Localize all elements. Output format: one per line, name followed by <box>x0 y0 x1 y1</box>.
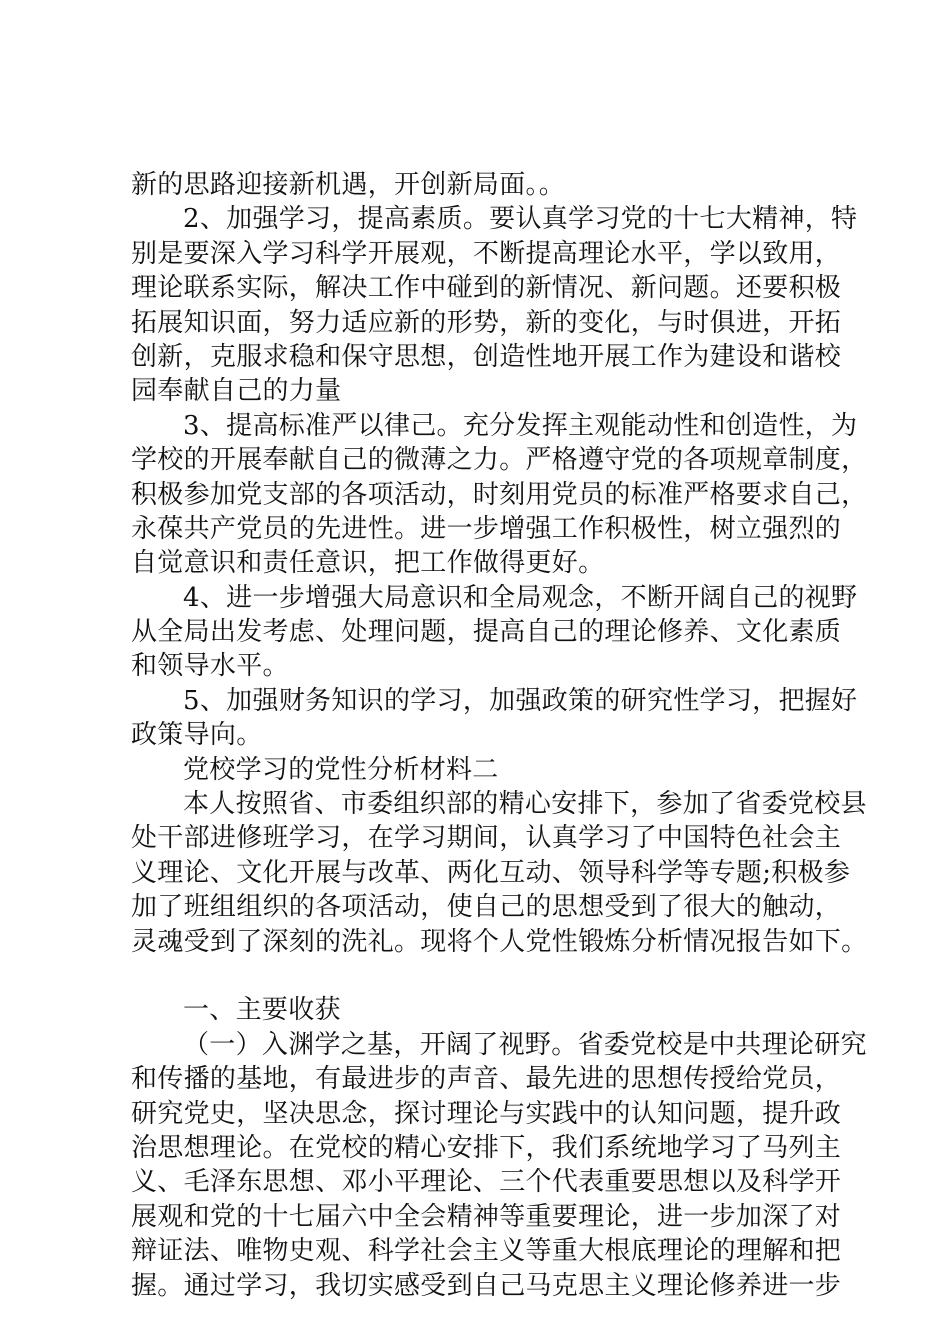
text-line: 拓展知识面，努力适应新的形势，新的变化，与时俱进，开拓 <box>131 307 842 338</box>
text-line: 研究党史，坚决思念，探讨理论与实践中的认知问题，提升政 <box>131 1098 842 1129</box>
text-line: 治思想理论。在党校的精心安排下，我们系统地学习了马列主 <box>131 1132 842 1163</box>
text-line: 义理论、文化开展与改革、两化互动、领导科学等专题;积极参 <box>131 857 851 888</box>
text-line: 灵魂受到了深刻的洗礼。现将个人党性锻炼分析情况报告如下。 <box>131 926 868 957</box>
text-line: 3、提高标准严以律己。充分发挥主观能动性和创造性，为 <box>183 410 858 441</box>
text-line: 加了班组组织的各项活动，使自己的思想受到了很大的触动， <box>131 892 842 923</box>
text-line: 处干部进修班学习，在学习期间，认真学习了中国特色社会主 <box>131 823 842 854</box>
text-line: 4、进一步增强大局意识和全局观念，不断开阔自己的视野 <box>183 582 858 613</box>
text-line: 辩证法、唯物史观、科学社会主义等重大根底理论的理解和把 <box>131 1236 842 1267</box>
text-line: 展观和党的十七届六中全会精神等重要理论，进一步加深了对 <box>131 1201 842 1232</box>
text-line: 永葆共产党员的先进性。进一步增强工作积极性，树立强烈的 <box>131 513 842 544</box>
text-line: 学校的开展奉献自己的微薄之力。严格遵守党的各项规章制度， <box>131 445 868 476</box>
blank-line <box>131 959 841 993</box>
text-line: 从全局出发考虑、处理问题，提高自己的理论修养、文化素质 <box>131 617 842 648</box>
text-line: 政策导向。 <box>131 720 263 751</box>
text-line: 义、毛泽东思想、邓小平理论、三个代表重要思想以及科学开 <box>131 1167 842 1198</box>
text-line: 创新，克服求稳和保守思想，创造性地开展工作为建设和谐校 <box>131 341 842 372</box>
text-line: 党校学习的党性分析材料二 <box>183 754 499 785</box>
text-line: 2、加强学习，提高素质。要认真学习党的十七大精神，特 <box>183 204 858 235</box>
text-line: 本人按照省、市委组织部的精心安排下，参加了省委党校县 <box>183 789 867 820</box>
text-line: （一）入渊学之基，开阔了视野。省委党校是中共理论研究 <box>183 1029 867 1060</box>
text-line: 新的思路迎接新机遇，开创新局面。。 <box>131 170 566 200</box>
text-line: 积极参加党支部的各项活动，时刻用党员的标准严格要求自己， <box>131 479 868 510</box>
text-line: 5、加强财务知识的学习，加强政策的研究性学习，把握好 <box>183 685 858 716</box>
text-line: 园奉献自己的力量 <box>131 376 342 407</box>
text-line: 一、主要收获 <box>183 995 341 1026</box>
document-body <box>131 168 868 1303</box>
text-line: 别是要深入学习科学开展观，不断提高理论水平，学以致用， <box>131 238 842 269</box>
text-line: 和领导水平。 <box>131 651 289 682</box>
text-line: 理论联系实际，解决工作中碰到的新情况、新问题。还要积极 <box>131 273 842 304</box>
text-line: 和传播的基地，有最进步的声音、最先进的思想传授给党员， <box>131 1064 842 1095</box>
text-line: 握。通过学习，我切实感受到自己马克思主义理论修养进一步 <box>131 1270 842 1301</box>
text-line: 自觉意识和责任意识，把工作做得更好。 <box>131 548 605 579</box>
